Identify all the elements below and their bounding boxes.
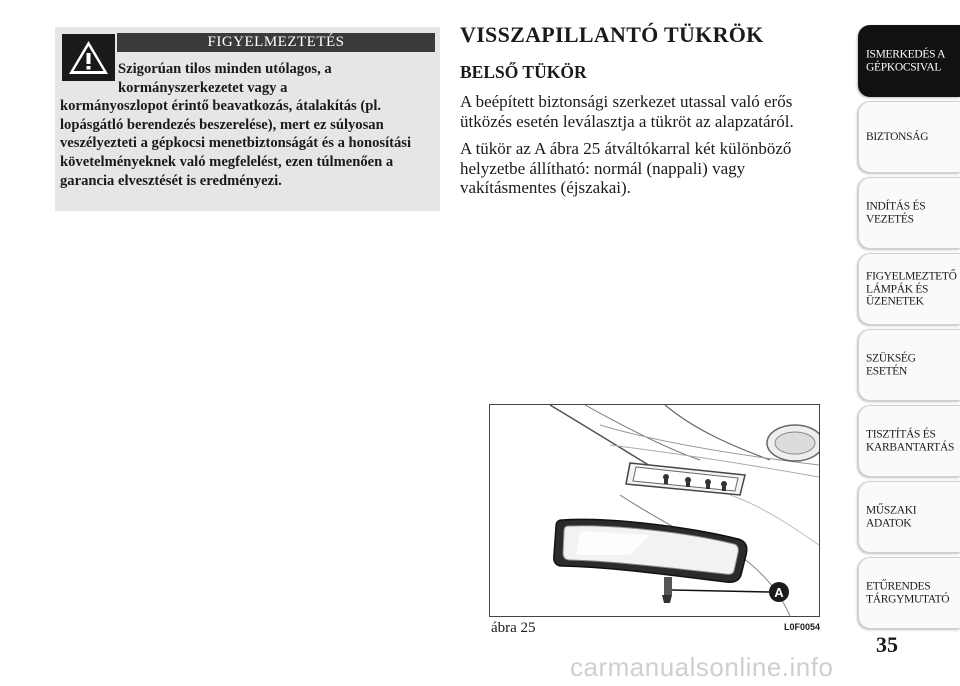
marker-a: A	[774, 585, 784, 600]
tab-label: TISZTÍTÁS ÉS KARBANTARTÁS	[866, 428, 955, 453]
warning-line-2: kormányszerkezetet vagy a	[118, 79, 288, 96]
tab-label: FIGYELMEZTETŐ LÁMPÁK ÉS ÜZENETEK	[866, 270, 957, 308]
section-title: VISSZAPILLANTÓ TÜKRÖK	[460, 22, 764, 47]
tab-label: ETŰRENDES TÁRGYMUTATÓ	[866, 580, 950, 605]
tab-technical-data[interactable]	[858, 481, 960, 553]
tab-label: ISMERKEDÉS A GÉPKOCSIVAL	[866, 48, 945, 73]
tab-getting-to-know[interactable]	[858, 25, 960, 97]
paragraph-2: A tükör az A ábra 25 átváltókarral két különböző helyzetbe állítható: normál (nappali) vagy vakításmentes (éjszakai).	[460, 139, 792, 197]
subsection-title: BELSŐ TÜKÖR	[460, 62, 587, 82]
tab-index[interactable]	[858, 557, 960, 629]
tab-label: MŰSZAKI ADATOK	[866, 504, 917, 529]
figure-code: L0F0054	[784, 622, 821, 632]
tab-label: SZÜKSÉG ESETÉN	[866, 352, 916, 377]
body-text	[460, 92, 815, 206]
tab-emergency[interactable]	[858, 329, 960, 401]
paragraph-1: A beépített biztonsági szerkezet utassal való erős ütközés esetén leválasztja a tükröt az alapzatáról.	[460, 92, 794, 131]
tab-maintenance[interactable]	[858, 405, 960, 477]
tab-safety[interactable]	[858, 101, 960, 173]
tab-warning-lights[interactable]	[858, 253, 960, 325]
tab-label: BIZTONSÁG	[866, 130, 929, 143]
figure-caption: ábra 25	[491, 620, 536, 636]
warning-line-1: Szigorúan tilos minden utólagos, a	[118, 61, 332, 77]
tab-starting-driving[interactable]	[858, 177, 960, 249]
tab-label: INDÍTÁS ÉS VEZETÉS	[866, 200, 926, 225]
warning-text	[60, 60, 435, 190]
page-number: 35	[876, 632, 898, 657]
watermark: carmanualsonline.info	[570, 652, 834, 682]
warning-box	[55, 27, 440, 211]
warning-title: FIGYELMEZTETÉS	[117, 33, 435, 52]
mirror-illustration	[489, 404, 820, 617]
warning-body: kormányoszlopot érintő beavatkozás, átalakítás (pl. lopásgátló berendezés beszerelése), mert ez súlyosan veszélyezteti a gépkocsi menetbiztonságát és a honosítási követelményeknek való megfelelést, ezen túlmenően a garancia elvesztését is eredményezi.	[60, 98, 412, 189]
